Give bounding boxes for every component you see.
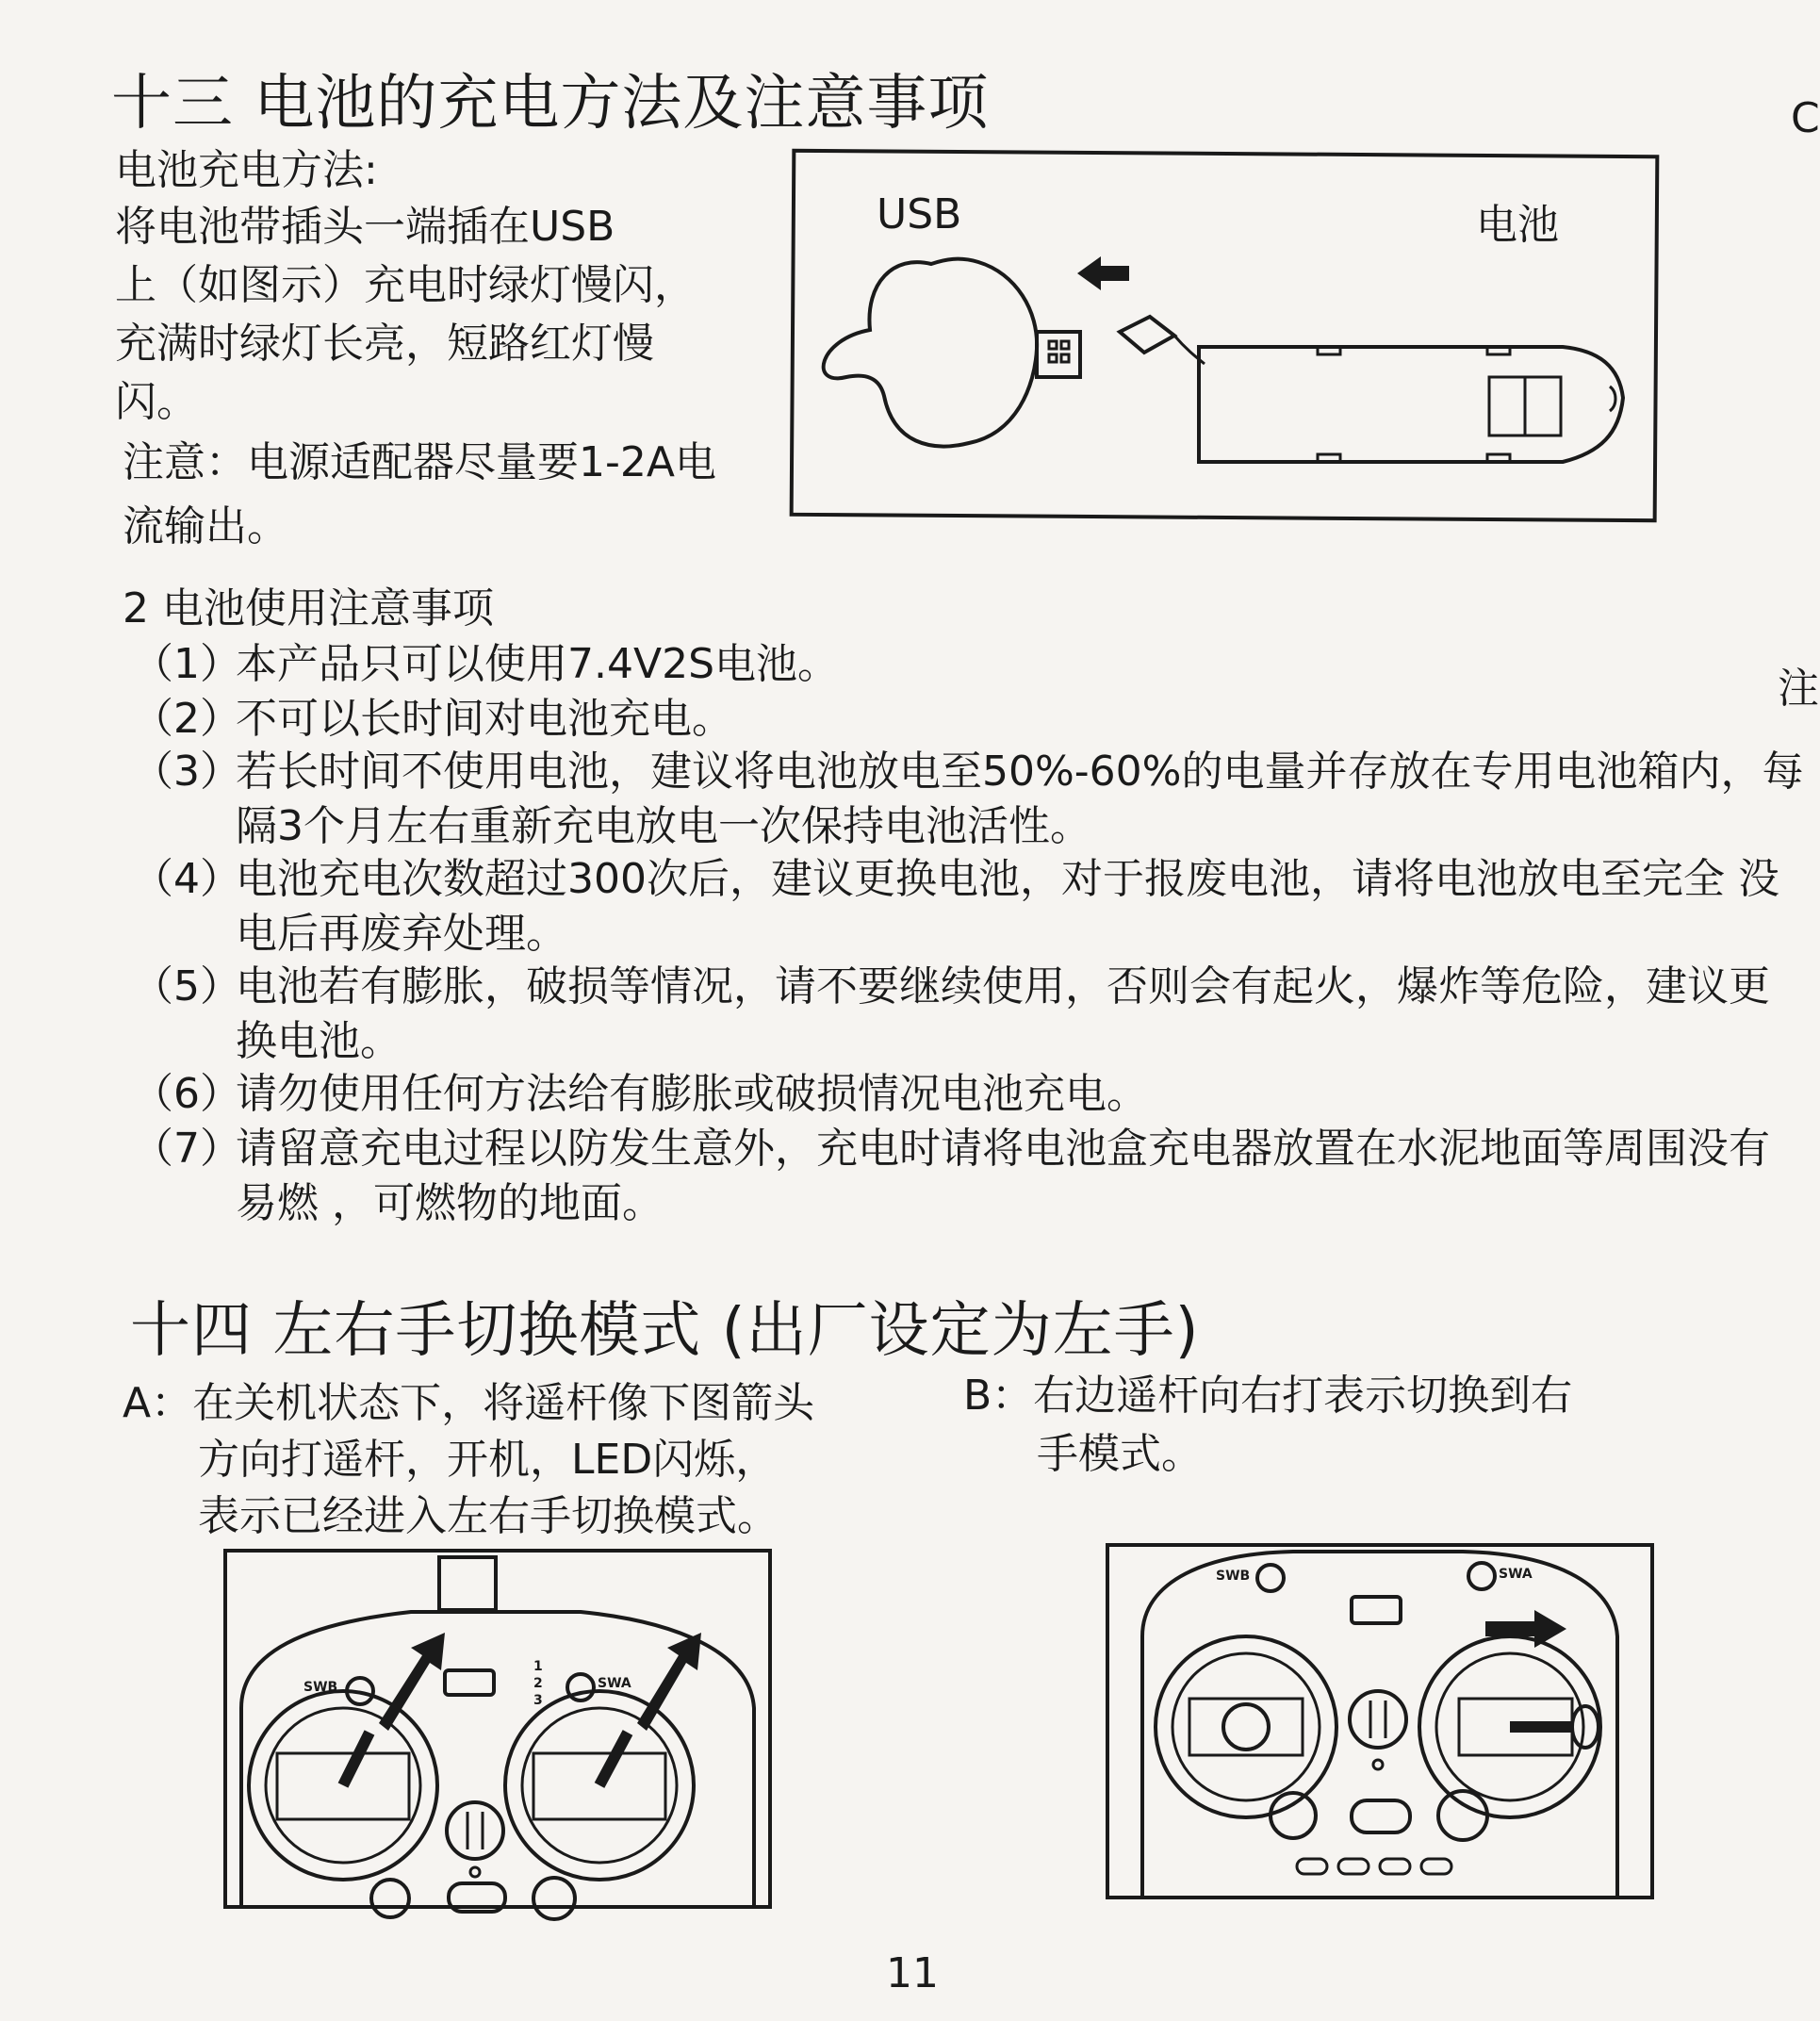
controller-illustration-a bbox=[222, 1548, 773, 1910]
switch-position-label: 2 bbox=[533, 1676, 543, 1691]
usb-charging-diagram bbox=[790, 151, 1659, 520]
note-text: 请留意充电过程以防发生意外，充电时请将电池盒充电器放置在水泥地面等周围没有易燃 ，可燃物的地面。 bbox=[236, 1125, 1770, 1227]
step-a-line: 表示已经进入左右手切换模式。 bbox=[198, 1492, 779, 1540]
note-number: （5） bbox=[132, 962, 241, 1010]
battery-note-item bbox=[132, 637, 1810, 692]
edge-glyph: 注 bbox=[1778, 665, 1819, 713]
battery-note-item bbox=[132, 960, 1810, 1069]
note-text: 请勿使用任何方法给有膨胀或破损情况电池充电。 bbox=[236, 1070, 1148, 1118]
page-number: 11 bbox=[886, 1949, 939, 1997]
battery-note-item bbox=[132, 745, 1810, 854]
swa-label: SWA bbox=[1499, 1567, 1533, 1582]
note-text: 电池充电次数超过300次后，建议更换电池，对于报废电池，请将电池放电至完全 没电后再废弃处理。 bbox=[236, 855, 1779, 958]
battery-label: 电池 bbox=[1476, 201, 1559, 249]
step-b-line: 手模式。 bbox=[1037, 1430, 1203, 1478]
battery-notes-heading: 2 电池使用注意事项 bbox=[123, 584, 494, 633]
note-number: （6） bbox=[132, 1070, 241, 1118]
charging-method-line: 闪。 bbox=[115, 378, 198, 426]
note-number: （2） bbox=[132, 695, 241, 743]
charging-method-line: 注意：电源适配器尽量要1-2A电 bbox=[123, 438, 716, 486]
step-a-line: A：在关机状态下，将遥杆像下图箭头 bbox=[123, 1379, 815, 1427]
usb-label: USB bbox=[877, 190, 962, 238]
note-text: 电池若有膨胀，破损等情况，请不要继续使用，否则会有起火，爆炸等危险，建议更换电池。 bbox=[236, 962, 1770, 1065]
charging-method-line: 将电池带插头一端插在USB bbox=[115, 203, 615, 251]
edge-glyph: C bbox=[1791, 94, 1820, 142]
swa-label: SWA bbox=[598, 1676, 631, 1691]
note-text: 本产品只可以使用7.4V2S电池。 bbox=[236, 640, 839, 688]
note-number: （1） bbox=[132, 640, 241, 688]
note-number: （4） bbox=[132, 855, 241, 903]
section-13-title: 十三 电池的充电方法及注意事项 bbox=[111, 69, 990, 139]
battery-note-item bbox=[132, 852, 1810, 961]
swb-label: SWB bbox=[1216, 1569, 1251, 1584]
charging-method-line: 上（如图示）充电时绿灯慢闪， bbox=[115, 261, 696, 309]
controller-figure-b bbox=[1105, 1542, 1655, 1900]
section-14-title: 十四 左右手切换模式 (出厂设定为左手) bbox=[130, 1296, 1200, 1366]
charging-method-line: 充满时绿灯长亮，短路红灯慢 bbox=[115, 320, 654, 368]
battery-note-item bbox=[132, 1067, 1810, 1122]
note-text: 若长时间不使用电池，建议将电池放电至50%-60%的电量并存放在专用电池箱内，每隔3个月左右重新充电放电一次保持电池活性。 bbox=[236, 748, 1804, 850]
battery-note-item bbox=[132, 692, 1810, 747]
charging-method-line: 流输出。 bbox=[123, 502, 288, 550]
step-a-line: 方向打遥杆，开机，LED闪烁， bbox=[198, 1436, 778, 1484]
controller-illustration-b bbox=[1105, 1542, 1655, 1900]
charging-method-heading: 电池充电方法: bbox=[115, 146, 378, 194]
note-text: 不可以长时间对电池充电。 bbox=[236, 695, 733, 743]
step-b-line: B：右边遥杆向右打表示切换到右 bbox=[963, 1372, 1573, 1420]
switch-position-label: 1 bbox=[533, 1659, 543, 1674]
controller-figure-a bbox=[222, 1548, 773, 1910]
battery-note-item bbox=[132, 1122, 1810, 1231]
note-number: （7） bbox=[132, 1125, 241, 1173]
swb-label: SWB bbox=[303, 1680, 338, 1695]
note-number: （3） bbox=[132, 748, 241, 796]
switch-position-label: 3 bbox=[533, 1693, 543, 1708]
